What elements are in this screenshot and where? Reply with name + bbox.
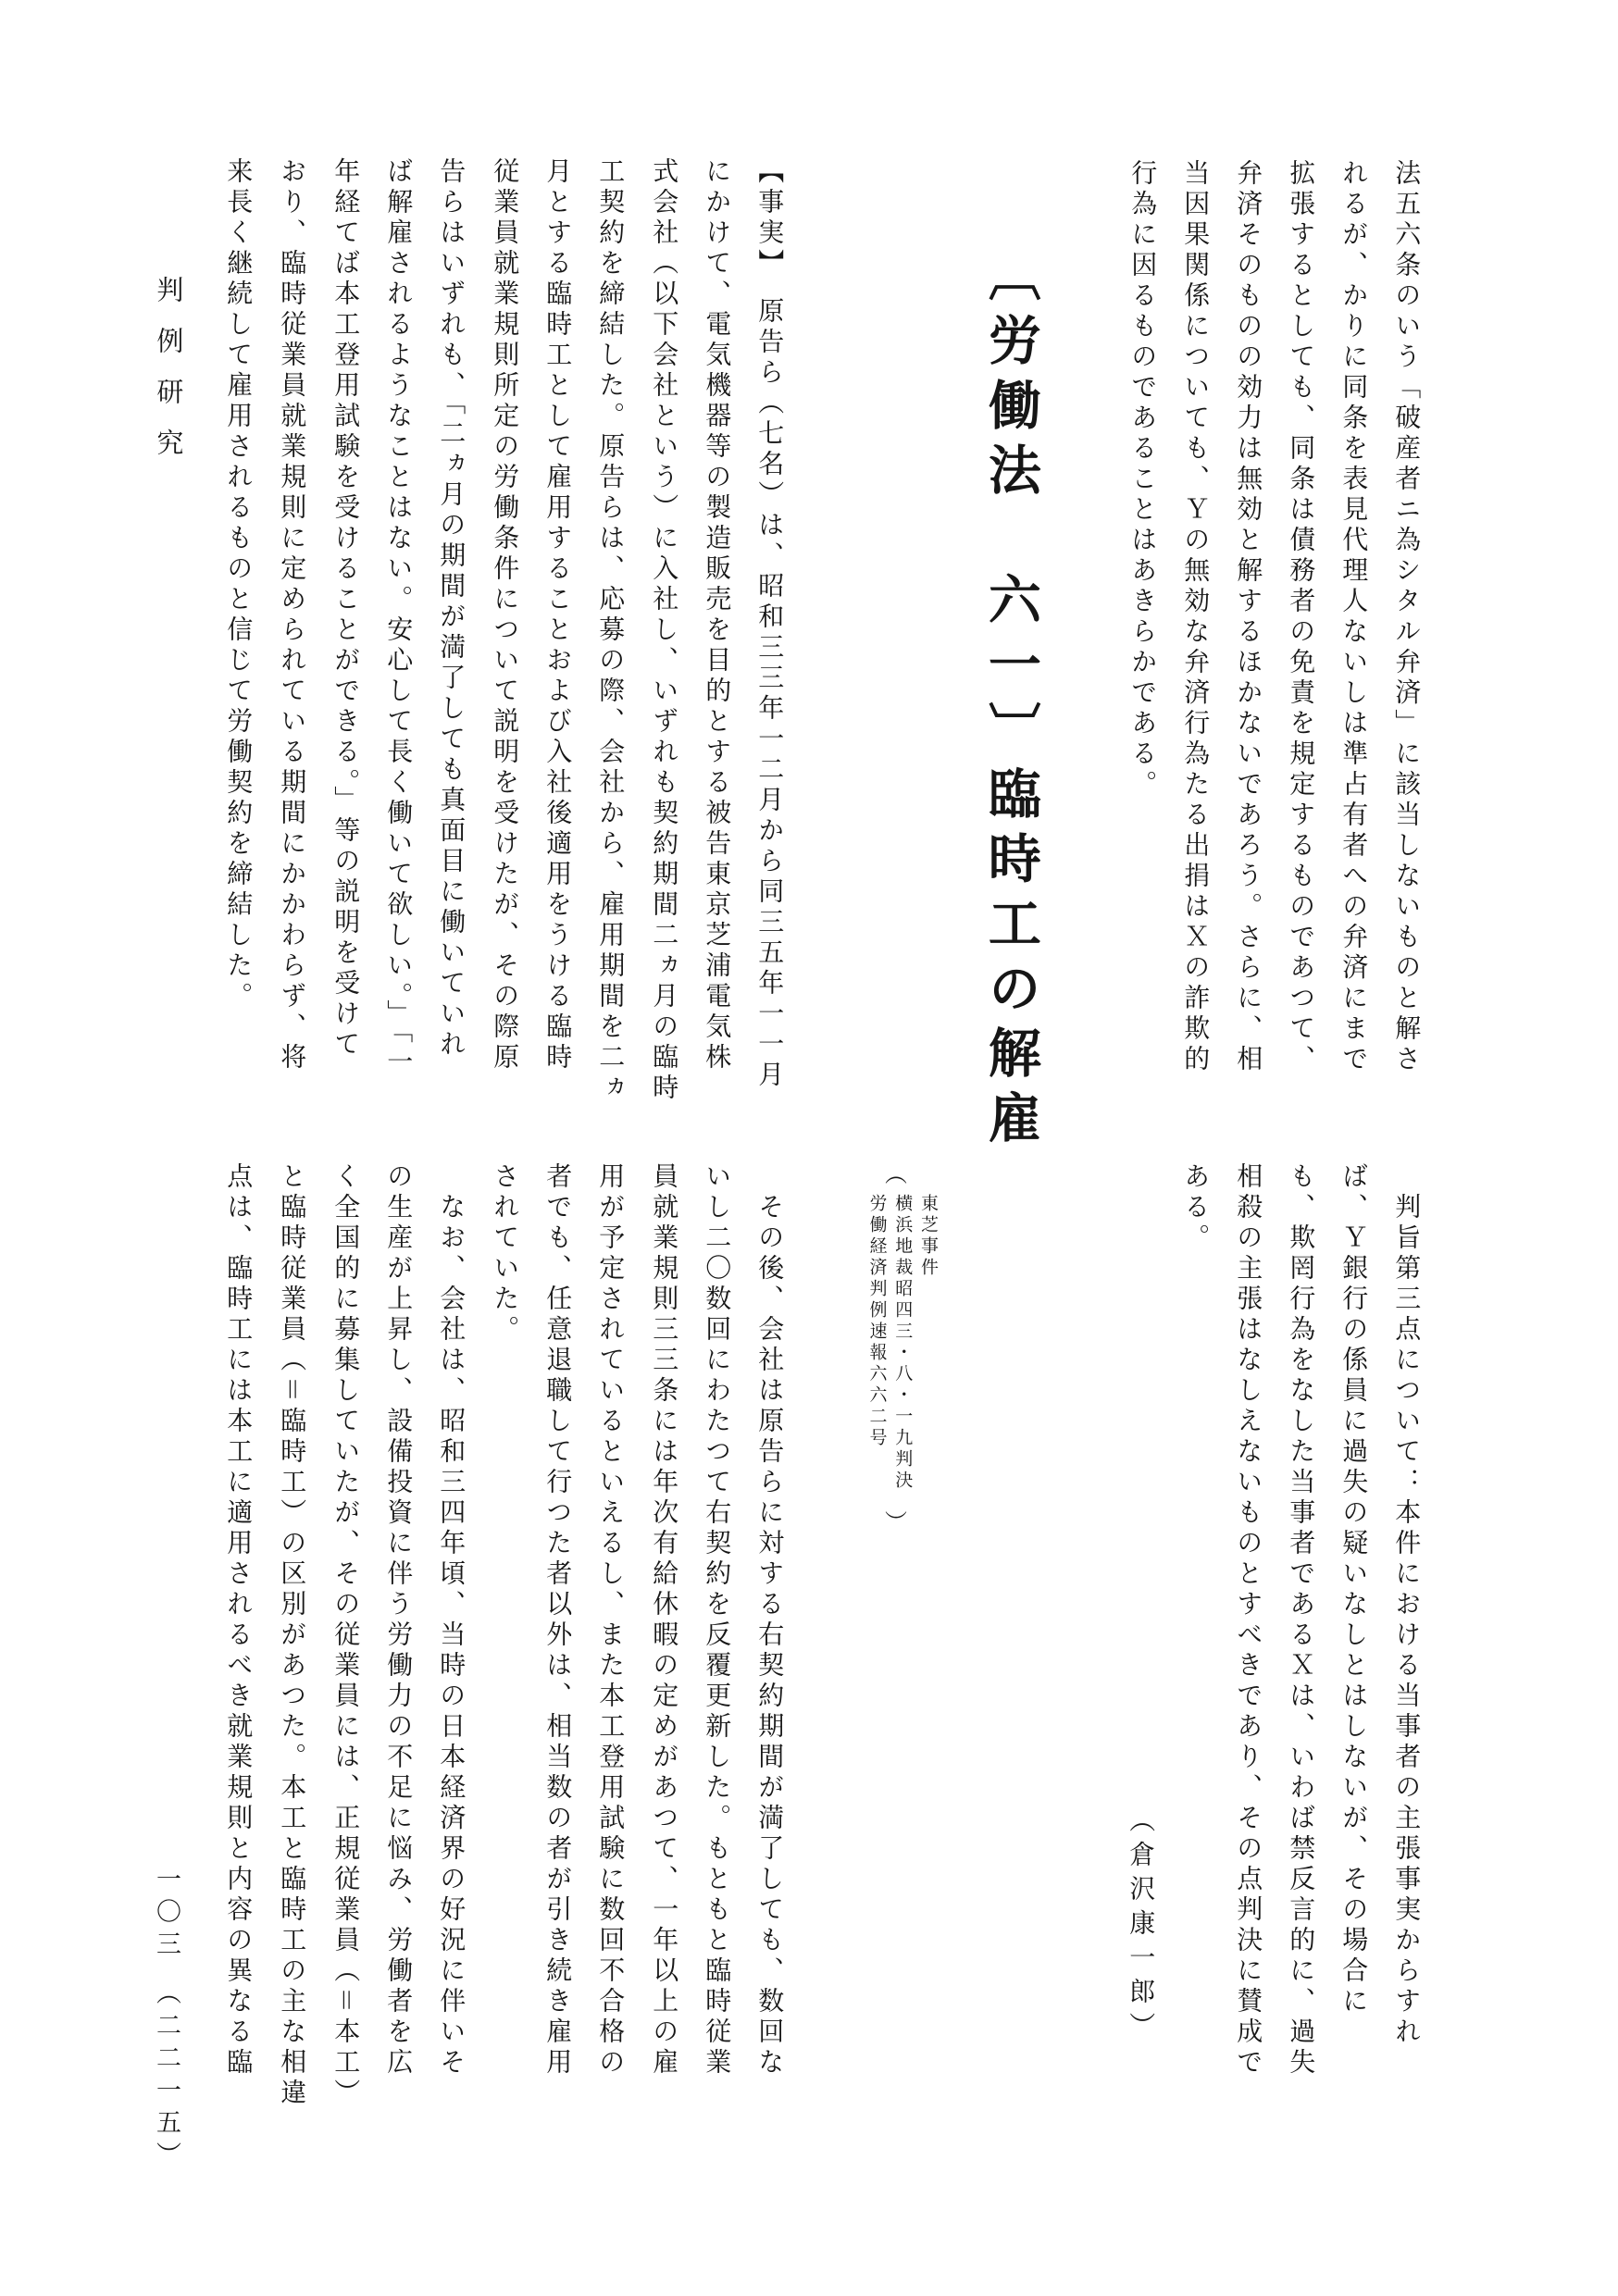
case-note-title: 〔労働法 六一〕臨時工の解雇 [980,248,1039,1155]
prev-note-author: （倉沢康一郎） [1126,1806,1155,2046]
prev-note-top-column: 法五六条のいう「破産者ニ為シタル弁済」に該当しないものと解さ [1391,159,1421,1075]
facts-column-cont: 者でも、任意退職して行つた者以外は、相当数の者が引き続き雇用 [542,1162,572,2079]
page-number-volume: （二二一五） [153,1980,181,2174]
citation-close-paren: ︶ [885,1511,907,1535]
citation-lines [862,1194,939,1492]
citation-open-paren: ︵ [885,1163,907,1187]
case-citation [852,1163,940,1547]
facts-column: 月とする臨時工として雇用することおよび入社後適用をうける臨時 [542,157,572,1074]
facts-column: 【事実】 原告ら（七名）は、昭和三三年一二月から同三五年一一月 [754,157,784,1091]
prev-note-top-column: 当因果関係についても、Ｙの無効な弁済行為たる出捐はＸの詐欺的 [1180,159,1210,1075]
prev-note-opinion-column: 判旨第三点について：本件における当事者の主張事実からすれ [1391,1162,1421,2048]
facts-column: 告らはいずれも、「二ヵ月の期間が満了しても真面目に働いていれ [436,157,466,1061]
prev-note-top-column: 拡張するとしても、同条は債務者の免責を規定するものであつて、 [1286,159,1315,1075]
facts-column-cont: 点は、臨時工には本工に適用されるべき就業規則と内容の異なる臨 [223,1162,253,2079]
citation-court-date: 横浜地裁昭四三・八・一九判決 [892,1194,913,1492]
facts-column-cont: いし二〇数回にわたつて右契約を反覆更新した。もともと臨時従業 [702,1162,731,2079]
facts-column: おり、臨時従業員就業規則に定められている期間にかかわらず、将 [277,157,306,1074]
facts-column-cont: されていた。 [490,1162,519,1346]
prev-note-opinion-column: も、欺罔行為をなした当事者であるＸは、いわば禁反言的に、過失 [1286,1162,1315,2079]
facts-column: 従業員就業規則所定の労働条件について説明を受けたが、その際原 [490,157,519,1074]
facts-column: 年経てば本工登用試験を受けることができる。」等の説明を受けて [330,157,360,1061]
facts-column-cont: 員就業規則三三条には年次有給休暇の定めがあつて、一年以上の雇 [649,1162,678,2079]
prev-note-top-column: 弁済そのものの効力は無効と解するほかないであろう。さらに、相 [1233,159,1263,1075]
page-number-journal: 一〇三 [153,1866,181,1963]
prev-note-opinion-column: ある。 [1180,1162,1210,1254]
citation-case-name: 東芝事件 [918,1194,938,1279]
facts-column: 式会社（以下会社という）に入社し、いずれも契約期間二ヵ月の臨時 [649,157,678,1104]
facts-column-cont: と臨時従業員（＝臨時工）の区別があつた。本工と臨時工の主な相違 [277,1162,306,2110]
facts-column: にかけて、電気機器等の製造販売を目的とする被告東京芝浦電気株 [702,157,731,1074]
facts-column: 工契約を締結した。原告らは、応募の際、会社から、雇用期間を二ヵ [595,157,625,1104]
facts-column-cont: 用が予定されているといえるし、また本工登用試験に数回不合格の [595,1162,625,2079]
prev-note-opinion-column: ば、Ｙ銀行の係員に過失の疑いなしとはしないが、その場合に [1338,1162,1368,2017]
prev-note-opinion-column: 相殺の主張はなしえないものとすべきであり、その点判決に賛成で [1233,1162,1263,2079]
citation-reporter: 労働経済判例速報六六二号 [866,1194,887,1449]
facts-column-cont: なお、会社は、昭和三四年頃、当時の日本経済界の好況に伴いそ [436,1162,466,2079]
facts-column: 来長く継続して雇用されるものと信じて労働契約を締結した。 [223,157,253,1012]
facts-column-cont: その後、会社は原告らに対する右契約期間が満了しても、数回な [754,1162,784,2079]
prev-note-top-column: 行為に因るものであることはあきらかである。 [1127,159,1157,800]
prev-note-top-column: れるが、かりに同条を表見代理人ないしは準占有者への弁済にまで [1338,159,1368,1075]
facts-column: ば解雇されるようなことはない。安心して長く働いて欲しい。」「一 [383,157,413,1078]
margin-header-hanrei-kenkyu: 判例研究 [153,276,183,479]
facts-column-cont: く全国的に募集していたが、その従業員には、正規従業員（＝本工） [330,1162,360,2110]
facts-column-cont: の生産が上昇し、設備投資に伴う労働力の不足に悩み、労働者を広 [383,1162,413,2079]
page-number [152,1866,180,2174]
